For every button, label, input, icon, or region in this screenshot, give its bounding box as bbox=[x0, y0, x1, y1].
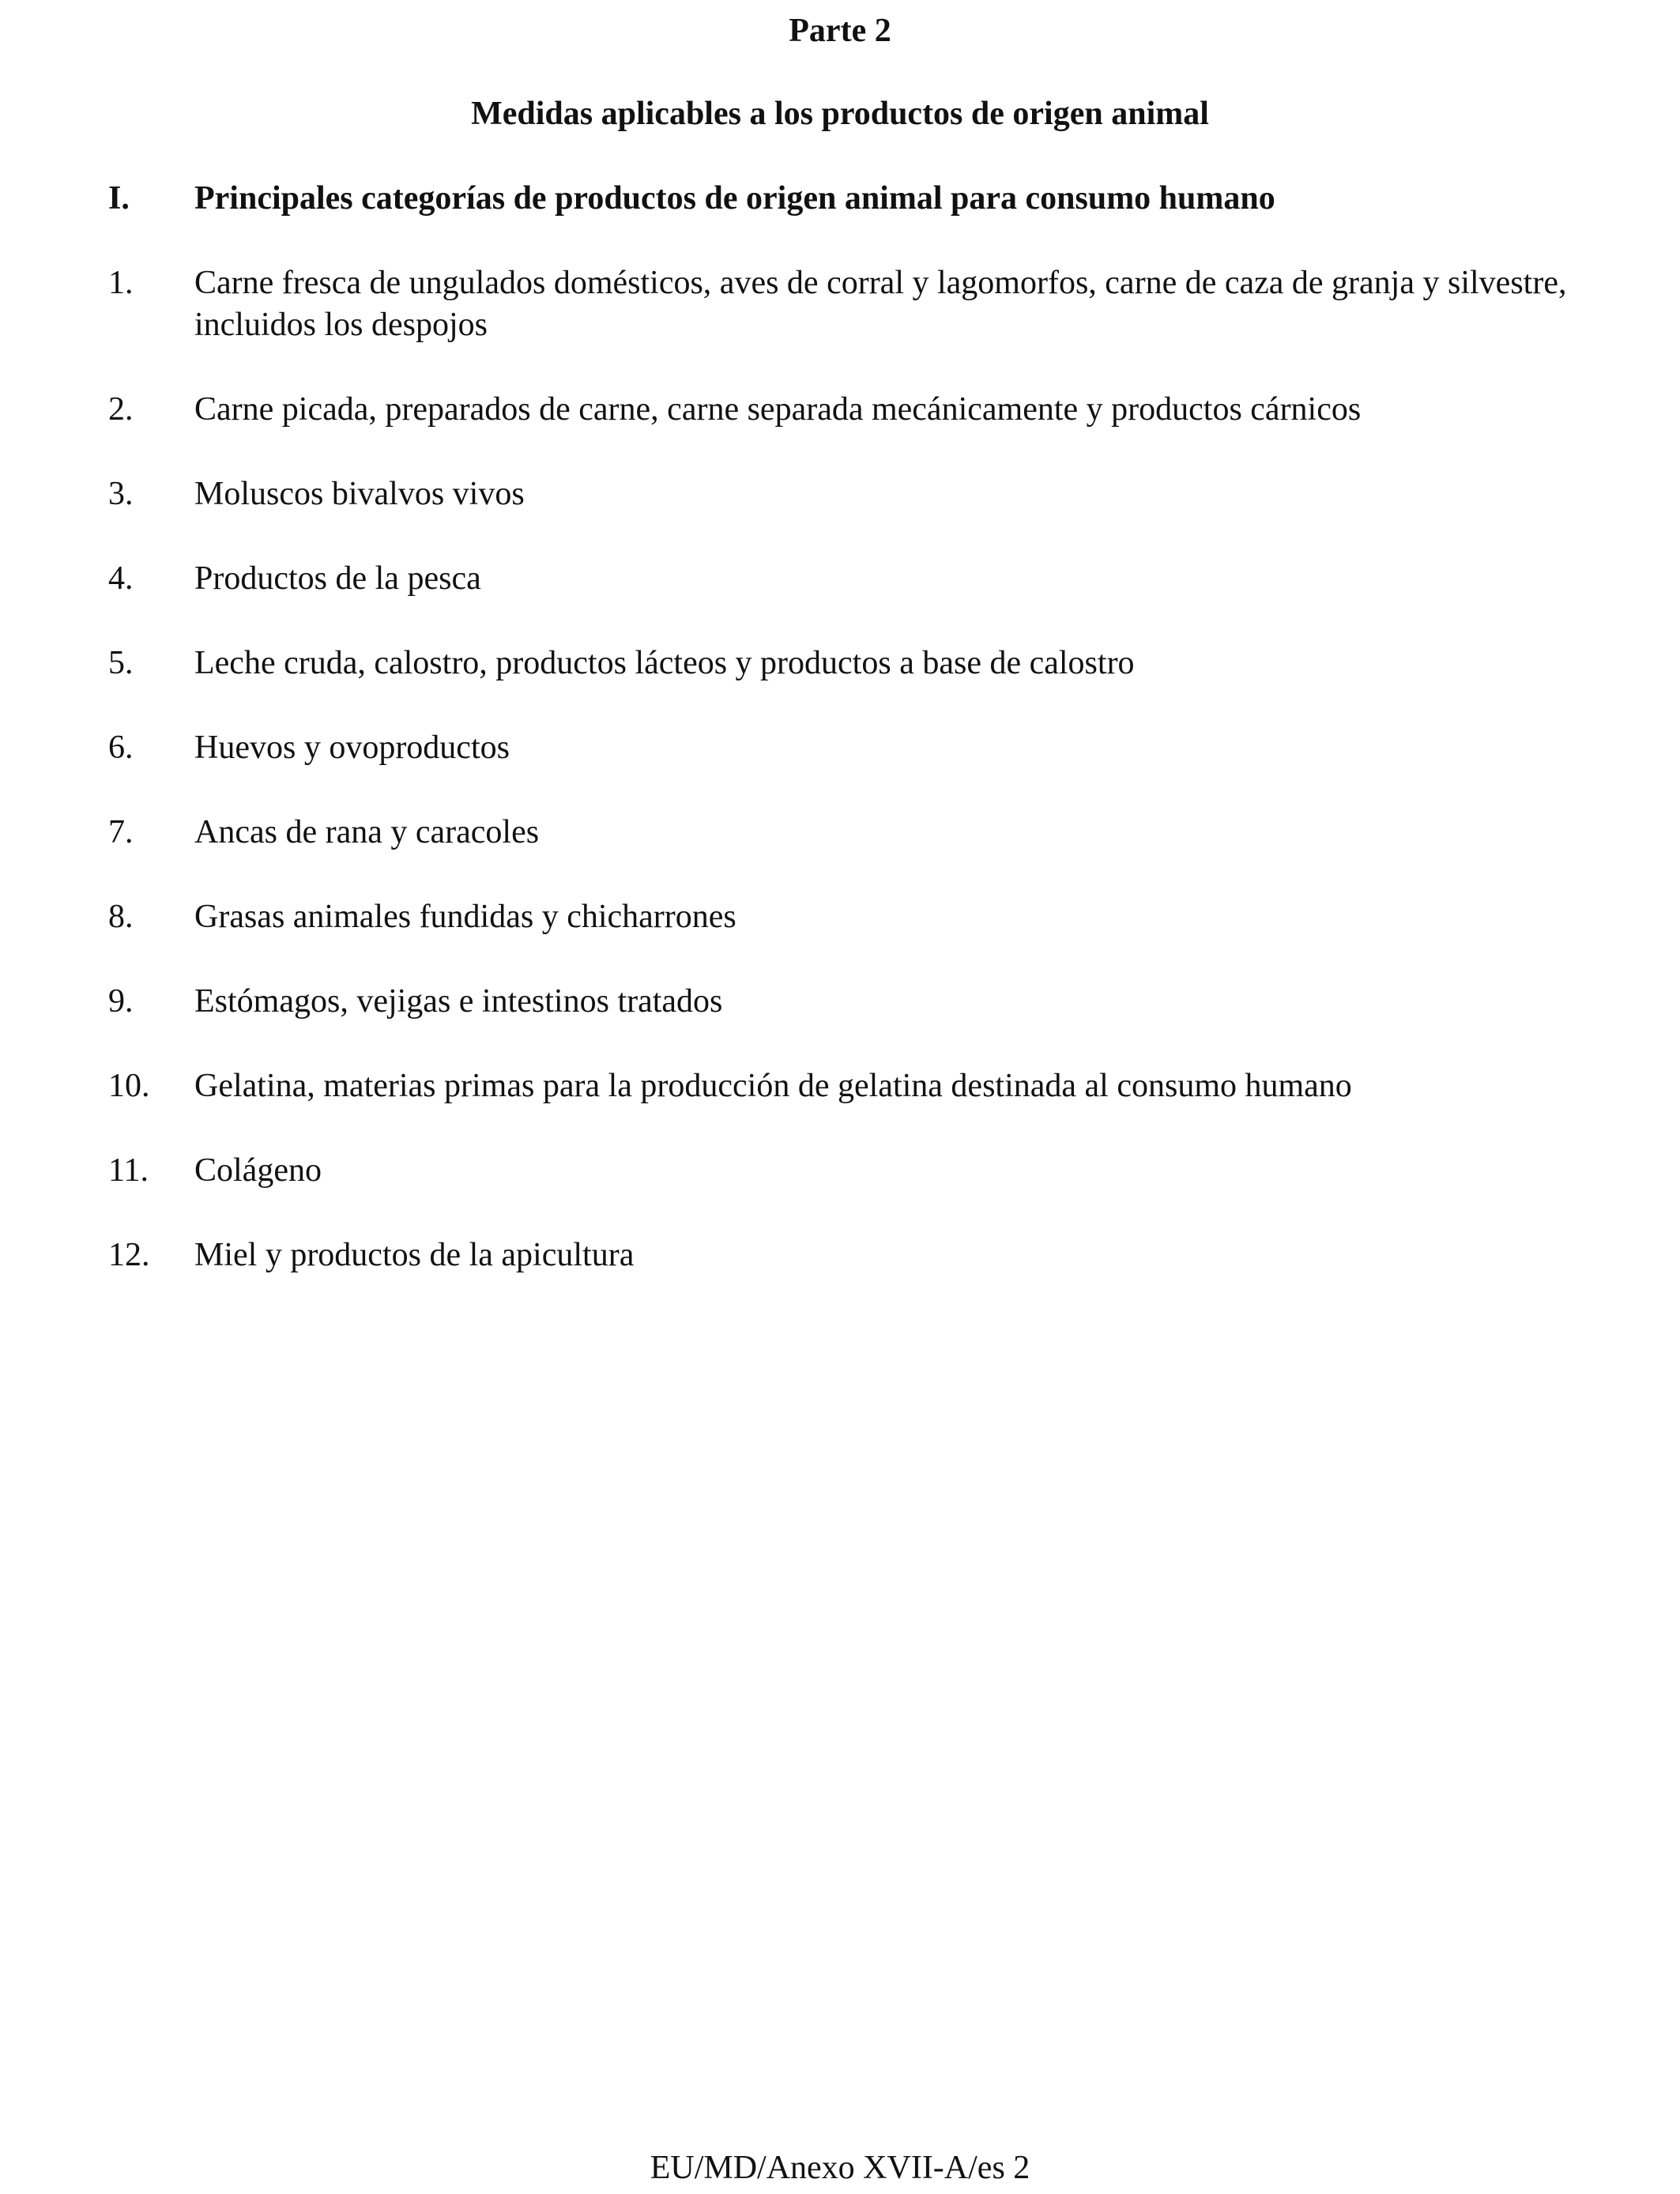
list-item-text: Productos de la pesca bbox=[194, 560, 481, 597]
list-item-text: Gelatina, materias primas para la producción de gelatina destinada al consumo humano bbox=[194, 1068, 1352, 1104]
list-item-text: Ancas de rana y caracoles bbox=[194, 814, 540, 850]
list-item-number: 11. bbox=[108, 1152, 149, 1189]
page-footer: EU/MD/Anexo XVII-A/es 2 bbox=[650, 2150, 1030, 2186]
part-title: Parte 2 bbox=[789, 13, 891, 49]
list-item-text: Carne picada, preparados de carne, carne separada mecánicamente y productos cárnicos bbox=[194, 391, 1362, 428]
list-item-text: Carne fresca de ungulados domésticos, aves de corral y lagomorfos, carne de caza de granja y silvestre, incluidos los despojos bbox=[194, 265, 1567, 343]
list-item bbox=[0, 1150, 1680, 1192]
list-item-text: Leche cruda, calostro, productos lácteos y productos a base de calostro bbox=[194, 645, 1135, 681]
category-list bbox=[0, 262, 1680, 1319]
list-item-number: 10. bbox=[108, 1068, 150, 1104]
list-item bbox=[0, 812, 1680, 854]
list-item bbox=[0, 389, 1680, 431]
list-item-number: 2. bbox=[108, 391, 134, 428]
list-item-number: 9. bbox=[108, 983, 134, 1020]
list-item-number: 8. bbox=[108, 899, 134, 935]
list-item-number: 5. bbox=[108, 645, 134, 681]
list-item bbox=[0, 981, 1680, 1023]
section-heading-text: Principales categorías de productos de origen animal para consumo humano bbox=[194, 180, 1275, 217]
list-item bbox=[0, 558, 1680, 600]
list-item-text: Colágeno bbox=[194, 1152, 322, 1189]
list-item bbox=[0, 473, 1680, 515]
list-item-number: 7. bbox=[108, 814, 134, 850]
list-item-text: Miel y productos de la apicultura bbox=[194, 1237, 635, 1273]
section-number: I. bbox=[108, 180, 130, 217]
list-item-text: Estómagos, vejigas e intestinos tratados bbox=[194, 983, 723, 1020]
list-item bbox=[0, 896, 1680, 938]
list-item-number: 4. bbox=[108, 560, 134, 597]
list-item-number: 12. bbox=[108, 1237, 150, 1273]
list-item-number: 1. bbox=[108, 265, 134, 301]
list-item bbox=[0, 1235, 1680, 1276]
list-item bbox=[0, 643, 1680, 684]
list-item bbox=[0, 1065, 1680, 1107]
list-item-number: 6. bbox=[108, 729, 134, 766]
list-item-number: 3. bbox=[108, 476, 134, 512]
document-title: Medidas aplicables a los productos de origen animal bbox=[471, 96, 1209, 132]
list-item-text: Moluscos bivalvos vivos bbox=[194, 476, 525, 512]
list-item bbox=[0, 262, 1680, 346]
list-item bbox=[0, 727, 1680, 769]
list-item-text: Grasas animales fundidas y chicharrones bbox=[194, 899, 736, 935]
list-item-text: Huevos y ovoproductos bbox=[194, 729, 510, 766]
